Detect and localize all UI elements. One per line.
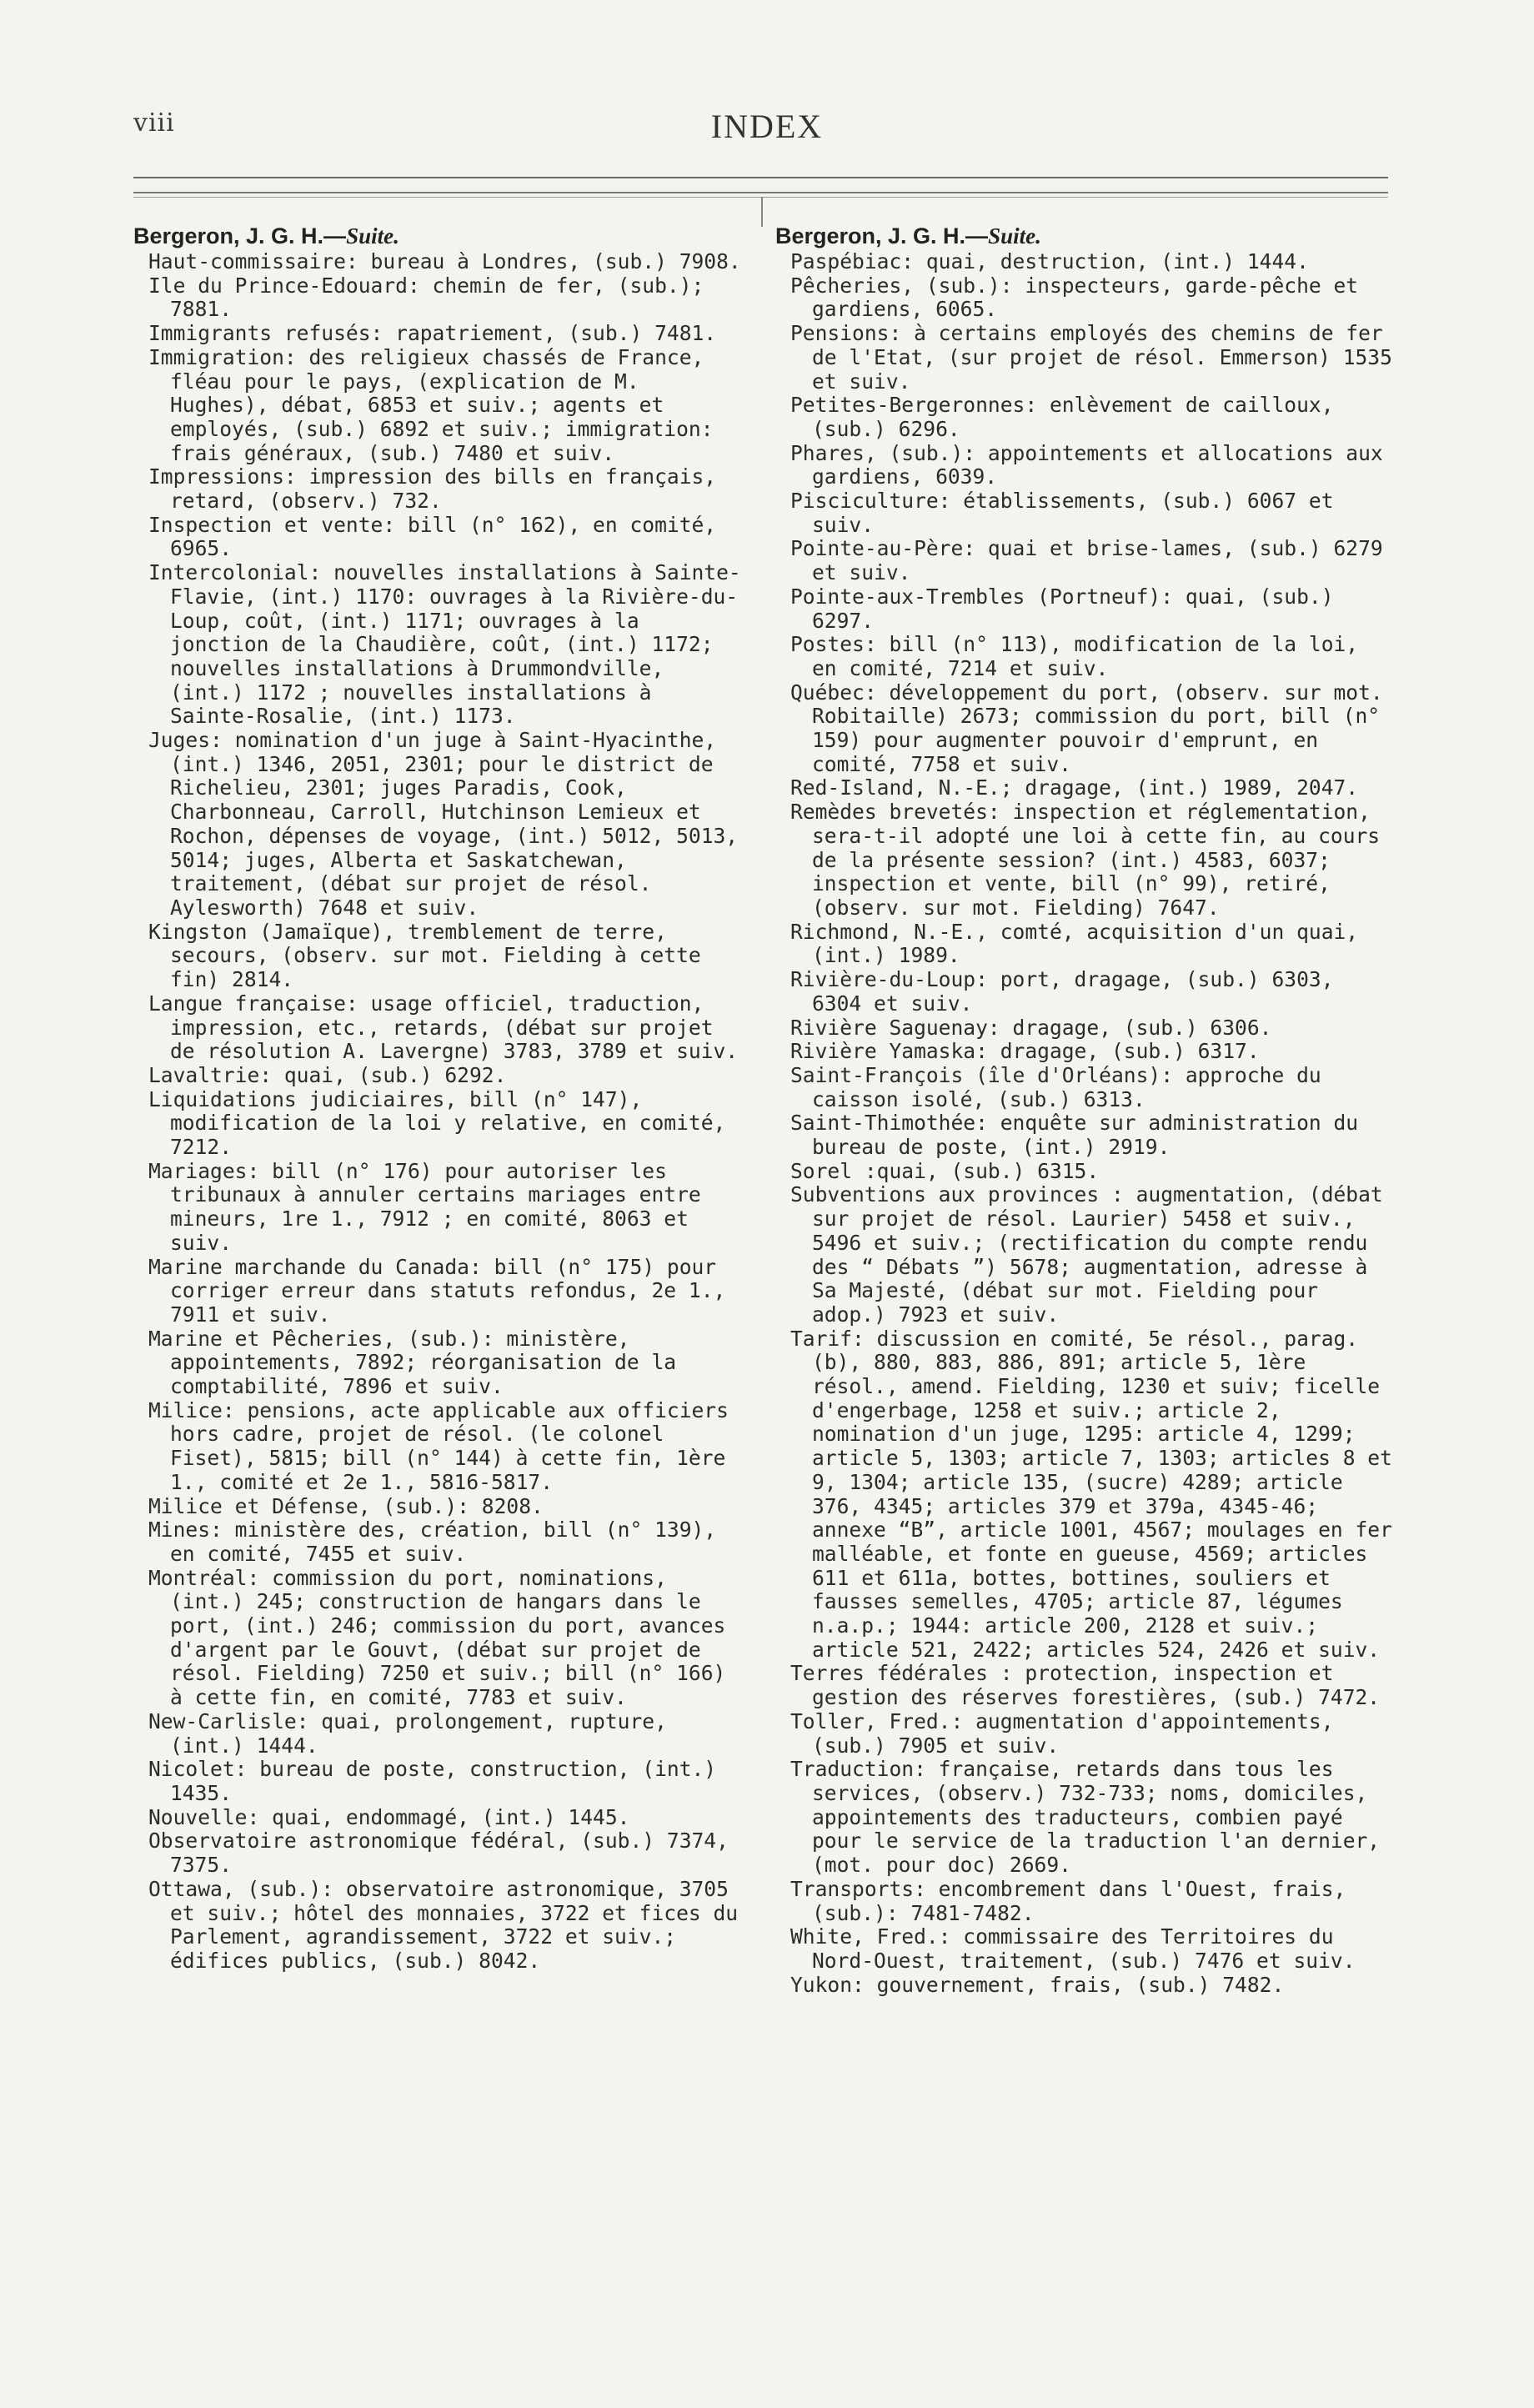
right-entry-list [775, 250, 1392, 1997]
index-entry: Sorel :quai, (sub.) 6315. [790, 1158, 1100, 1183]
index-entry: Traduction: française, retards dans tous les services, (observ.) 732-733; noms, domiciles, appointements des traducteurs, combien payé pour le service de la traduction l'an dernier, (mot. pour doc) 2669. [790, 1757, 1381, 1878]
index-entry: Marine marchande du Canada: bill (n° 175) pour corriger erreur dans statuts refondus, 2e 1., 7911 et suiv. [148, 1254, 726, 1327]
index-entry: Ile du Prince-Edouard: chemin de fer, (sub.); 7881. [148, 273, 704, 322]
right-column [775, 223, 1392, 1997]
index-entry: Phares, (sub.): appointements et allocations aux gardiens, 6039. [790, 440, 1383, 489]
index-entry: Rivière Saguenay: dragage, (sub.) 6306. [790, 1015, 1272, 1040]
index-entry: Subventions aux provinces : augmentation, (débat sur projet de résol. Laurier) 5458 et suiv., 5496 et suiv.; (rectification du compte rendu des “ Débats ”) 5678; augmentation, adresse à Sa Majesté, (débat sur mot. Fielding pour adop.) 7923 et suiv. [790, 1182, 1383, 1327]
left-entry-list [133, 250, 742, 1974]
index-entry: Pensions: à certains employés des chemins de fer de l'Etat, (sur projet de résol. Emmerson) 1535 et suiv. [790, 321, 1392, 394]
index-entry: Québec: développement du port, (observ. sur mot. Robitaille) 2673; commission du port, bill (n° 159) pour augmenter pouvoir d'emprunt, en comité, 7758 et suiv. [790, 680, 1383, 776]
index-entry: Remèdes brevetés: inspection et réglementation, sera-t-il adopté une loi à cette fin, au cours de la présente session? (int.) 4583, 6037; inspection et vente, bill (n° 99), retiré, (observ. sur mot. Fielding) 7647. [790, 800, 1381, 920]
index-entry: Langue française: usage officiel, traduction, impression, etc., retards, (débat sur projet de résolution A. Lavergne) 3783, 3789 et suiv. [148, 991, 739, 1064]
index-entry: Lavaltrie: quai, (sub.) 6292. [148, 1062, 507, 1087]
index-entry: Kingston (Jamaïque), tremblement de terre, secours, (observ. sur mot. Fielding à cette fin) 2814. [148, 919, 701, 992]
index-entry: Intercolonial: nouvelles installations à Sainte-Flavie, (int.) 1170: ouvrages à la Rivière-du-Loup, coût, (int.) 1171; ouvrages à la jonction de la Chaudière, coût, (int.) 1172; nouvelles installations à Drummondville, (int.) 1172 ; nouvelles installations à Sainte-Rosalie, (int.) 1173. [148, 560, 741, 729]
index-entry: Saint-Thimothée: enquête sur administration du bureau de poste, (int.) 2919. [790, 1111, 1359, 1160]
index-entry: Nicolet: bureau de poste, construction, (int.) 1435. [148, 1757, 717, 1805]
index-entry: Montréal: commission du port, nominations, (int.) 245; construction de hangars dans le port, (int.) 246; commission du port, avances d'argent par le Gouvt, (débat sur projet de résol. Fielding) 7250 et suiv.; bill (n° 166) à cette fin, en comité, 7783 et suiv. [148, 1565, 726, 1710]
page-title: INDEX [710, 108, 824, 145]
heading-suite: Suite. [346, 223, 399, 248]
index-entry: Red-Island, N.-E.; dragage, (int.) 1989, 2047. [790, 775, 1359, 800]
index-entry: Liquidations judiciaires, bill (n° 147), modification de la loi y relative, en comité, 7212. [148, 1086, 726, 1160]
index-entry: Yukon: gouvernement, frais, (sub.) 7482. [790, 1972, 1285, 1997]
index-entry: Saint-François (île d'Orléans): approche du caisson isolé, (sub.) 6313. [790, 1062, 1321, 1111]
index-entry: Pointe-aux-Trembles (Portneuf): quai, (sub.) 6297. [790, 584, 1334, 633]
index-entry: Immigration: des religieux chassés de France, fléau pour le pays, (explication de M. Hughes), débat, 6853 et suiv.; agents et employés, (sub.) 6892 et suiv.; immigration: frais généraux, (sub.) 7480 et suiv. [148, 344, 714, 465]
index-entry: Paspébiac: quai, destruction, (int.) 1444. [790, 249, 1309, 273]
index-entry: Toller, Fred.: augmentation d'appointements, (sub.) 7905 et suiv. [790, 1708, 1334, 1758]
header-rule [133, 177, 1388, 178]
heading-name: Bergeron, J. G. H.— [775, 223, 989, 248]
column-divider [761, 197, 763, 227]
index-entry: New-Carlisle: quai, prolongement, rupture, (int.) 1444. [148, 1708, 667, 1758]
index-entry: Milice et Défense, (sub.): 8208. [148, 1493, 544, 1518]
index-entry: Rivière-du-Loup: port, dragage, (sub.) 6303, 6304 et suiv. [790, 967, 1334, 1016]
index-entry: Ottawa, (sub.): observatoire astronomique, 3705 et suiv.; hôtel des monnaies, 3722 et fices du Parlement, agrandissement, 3722 et suiv.; édifices publics, (sub.) 8042. [148, 1876, 739, 1973]
index-entry: Pêcheries, (sub.): inspecteurs, garde-pêche et gardiens, 6065. [790, 273, 1359, 322]
index-entry: Tarif: discussion en comité, 5e résol., parag. (b), 880, 883, 886, 891; article 5, 1ère résol., amend. Fielding, 1230 et suiv; ficelle d'engerbage, 1258 et suiv.; article 2, nomination d'un juge, 1295: article 4, 1299; article 5, 1303; article 7, 1303; articles 8 et 9, 1304; article 135, (sucre) 4289; article 376, 4345; articles 379 et 379a, 4345-46; annexe “B”, article 1001, 4567; moulages en fer malléable, et fonte en gueuse, 4569; articles 611 et 611a, bottes, bottines, souliers et fausses semelles, 4705; article 87, légumes n.a.p.; 1944: article 200, 2128 et suiv.; article 521, 2422; articles 524, 2426 et suiv. [790, 1326, 1392, 1662]
index-entry: Inspection et vente: bill (n° 162), en comité, 6965. [148, 512, 717, 561]
heading-suite: Suite. [988, 223, 1041, 248]
index-entry: White, Fred.: commissaire des Territoires du Nord-Ouest, traitement, (sub.) 7476 et suiv. [790, 1924, 1356, 1973]
page-number: viii [133, 108, 175, 138]
index-entry: Impressions: impression des bills en français, retard, (observ.) 732. [148, 464, 717, 514]
index-entry: Mines: ministère des, création, bill (n° 139), en comité, 7455 et suiv. [148, 1518, 717, 1566]
index-entry: Transports: encombrement dans l'Ouest, frais, (sub.): 7481-7482. [790, 1876, 1346, 1925]
heading-name: Bergeron, J. G. H.— [133, 223, 347, 248]
index-entry: Nouvelle: quai, endommagé, (int.) 1445. [148, 1804, 630, 1829]
left-column-heading [133, 223, 742, 248]
index-entry: Richmond, N.-E., comté, acquisition d'un quai, (int.) 1989. [790, 919, 1359, 968]
index-entry: Rivière Yamaska: dragage, (sub.) 6317. [790, 1039, 1260, 1064]
index-entry: Terres fédérales : protection, inspection et gestion des réserves forestières, (sub.) 7472. [790, 1661, 1381, 1710]
index-entry: Immigrants refusés: rapatriement, (sub.) 7481. [148, 321, 717, 346]
index-entry: Pisciculture: établissements, (sub.) 6067 et suiv. [790, 489, 1334, 537]
index-entry: Marine et Pêcheries, (sub.): ministère, appointements, 7892; réorganisation de la comptabilité, 7896 et suiv. [148, 1326, 677, 1399]
right-column-heading [775, 223, 1392, 248]
index-entry: Petites-Bergeronnes: enlèvement de cailloux, (sub.) 6296. [790, 393, 1334, 441]
index-entry: Mariages: bill (n° 176) pour autoriser les tribunaux à annuler certains mariages entre mineurs, 1re 1., 7912 ; en comité, 8063 et suiv. [148, 1158, 701, 1255]
left-column [133, 223, 742, 1974]
index-entry: Observatoire astronomique fédéral, (sub.) 7374, 7375. [148, 1829, 729, 1878]
index-entry: Haut-commissaire: bureau à Londres, (sub.) 7908. [148, 249, 741, 273]
index-entry: Postes: bill (n° 113), modification de la loi, en comité, 7214 et suiv. [790, 632, 1359, 680]
index-entry: Juges: nomination d'un juge à Saint-Hyacinthe, (int.) 1346, 2051, 2301; pour le district de Richelieu, 2301; juges Paradis, Cook, Charbonneau, Carroll, Hutchinson Lemieux et Rochon, dépenses de voyage, (int.) 5012, 5013, 5014; juges, Alberta et Saskatchewan, traitement, (débat sur projet de résol. Aylesworth) 7648 et suiv. [148, 728, 739, 920]
index-entry: Pointe-au-Père: quai et brise-lames, (sub.) 6279 et suiv. [790, 536, 1383, 585]
index-entry: Milice: pensions, acte applicable aux officiers hors cadre, projet de résol. (le colonel Fiset), 5815; bill (n° 144) à cette fin, 1ère 1., comité et 2e 1., 5816-5817. [148, 1397, 729, 1494]
